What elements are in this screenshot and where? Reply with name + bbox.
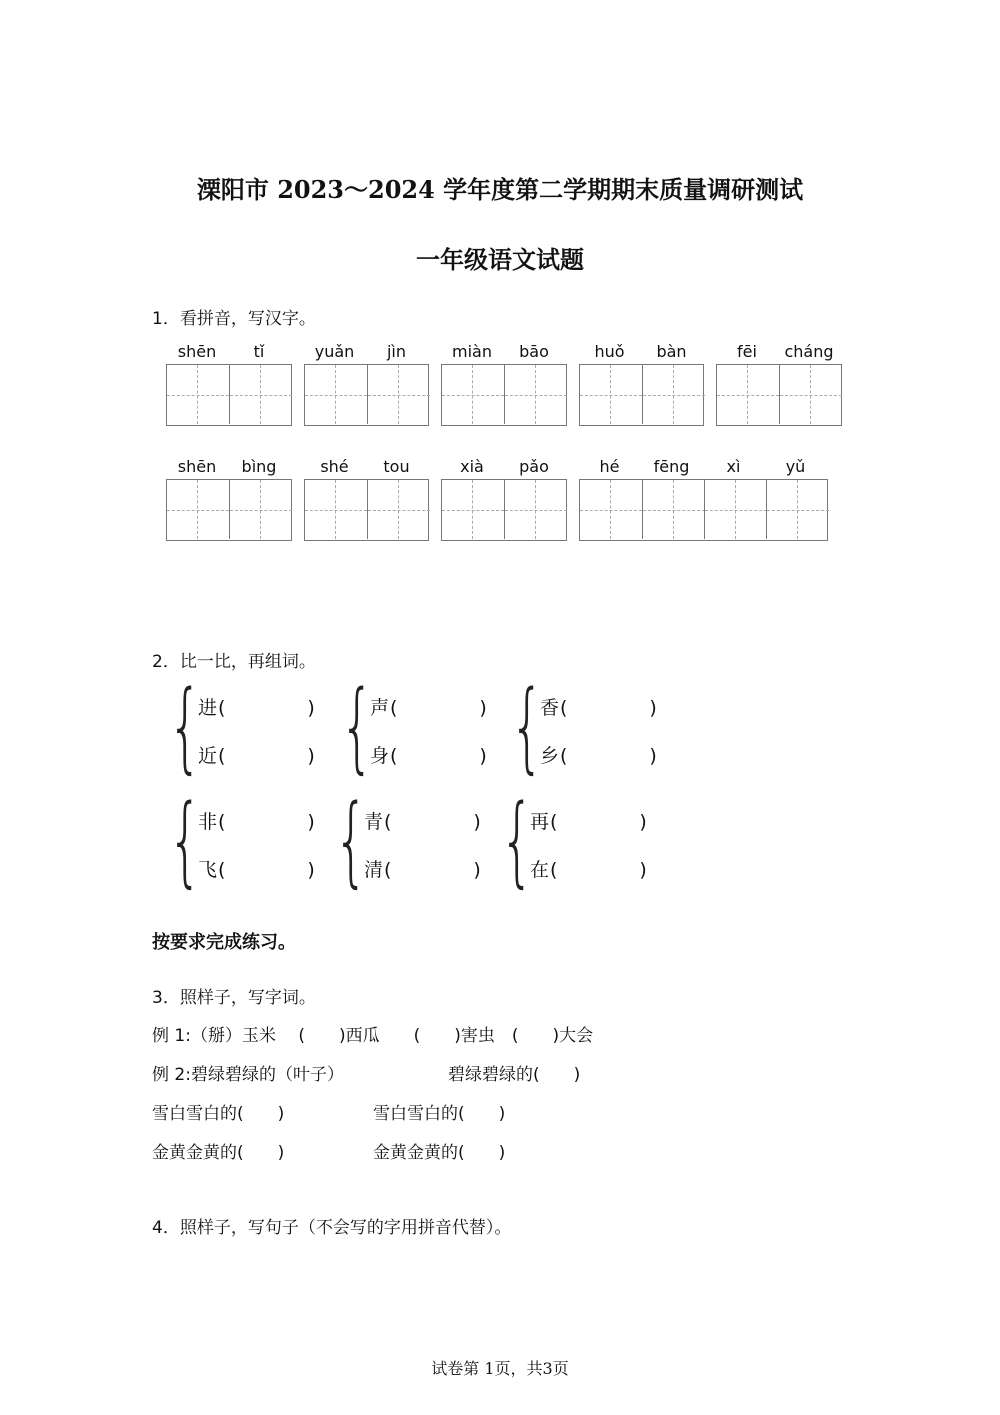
paren-close: ) [479,745,487,767]
paren-open: ( [390,745,398,767]
writing-cell[interactable] [367,480,430,539]
compare-pair [334,784,494,898]
paren-close: ) [307,697,315,719]
exam-subtitle: 一年级语文试题 [416,245,584,274]
writing-cell[interactable] [580,365,642,424]
writing-cell[interactable] [167,365,229,424]
paren-close: ) [307,745,315,767]
pinyin-label: shēn [177,457,217,476]
compare-line [198,855,315,882]
compare-pair [500,784,660,898]
compare-char: 近 [198,745,218,767]
compare-char: 清 [364,859,384,881]
question-3-prompt: 3．照样子，写字词。 [152,988,316,1008]
writing-cell[interactable] [229,365,292,424]
pinyin-label: xià [460,457,484,476]
writing-grid[interactable] [304,364,430,426]
brace-icon: { [168,670,203,784]
pinyin-label: cháng [784,342,834,361]
compare-line [198,741,315,768]
pinyin-label: jìn [386,342,407,361]
section-heading: 按要求完成练习。 [152,932,296,953]
writing-cell[interactable] [717,365,779,424]
compare-line [370,693,487,720]
compare-line [198,807,315,834]
brace-icon: { [334,784,369,898]
writing-cell[interactable] [305,365,367,424]
writing-grid[interactable] [441,479,567,541]
pinyin-label: miàn [452,342,492,361]
compare-char: 声 [370,697,390,719]
compare-pair [510,670,670,784]
compare-char: 进 [198,697,218,719]
example-2-left: 例 2:碧绿碧绿的（叶子） [152,1065,344,1085]
writing-grid[interactable] [441,364,567,426]
paren-close: ) [639,859,647,881]
compare-line [364,807,481,834]
writing-cell[interactable] [580,480,642,539]
question-4-prompt: 4．照样子，写句子（不会写的字用拼音代替）。 [152,1218,512,1238]
writing-cell[interactable] [167,480,229,539]
compare-line [364,855,481,882]
pinyin-label: tǐ [253,342,265,361]
question-2-prompt: 2．比一比，再组词。 [152,652,316,672]
pinyin-label: bìng [241,457,277,476]
pinyin-label: bāo [519,342,549,361]
exercise-row-2-left: 金黄金黄的( ) [152,1143,285,1163]
pinyin-label: hé [599,457,620,476]
pinyin-label: xì [726,457,741,476]
paren-open: ( [384,859,392,881]
exam-title: 溧阳市 2023～2024 学年度第二学期期末质量调研测试 [196,175,804,204]
pinyin-label: fēi [737,342,757,361]
compare-line [198,693,315,720]
writing-cell[interactable] [367,365,430,424]
paren-close: ) [473,859,481,881]
compare-line [530,807,647,834]
writing-grid[interactable] [716,364,842,426]
paren-open: ( [550,811,558,833]
exercise-row-1-left: 雪白雪白的( ) [152,1104,285,1124]
brace-icon: { [500,784,535,898]
compare-char: 飞 [198,859,218,881]
paren-open: ( [384,811,392,833]
writing-cell[interactable] [442,365,504,424]
pinyin-label: shé [320,457,349,476]
paren-close: ) [479,697,487,719]
writing-cell[interactable] [766,480,829,539]
exercise-row-2-right: 金黄金黄的( ) [373,1143,506,1163]
writing-grid[interactable] [166,364,292,426]
paren-close: ) [649,697,657,719]
compare-line [540,693,657,720]
paren-open: ( [218,697,226,719]
compare-char: 再 [530,811,550,833]
writing-cell[interactable] [704,480,767,539]
paren-open: ( [218,811,226,833]
paren-close: ) [639,811,647,833]
writing-cell[interactable] [504,480,567,539]
pinyin-label: shēn [177,342,217,361]
example-2-right: 碧绿碧绿的( ) [448,1065,581,1085]
pinyin-label: huǒ [594,342,625,361]
pinyin-label: yuǎn [314,342,355,361]
writing-cell[interactable] [642,365,705,424]
compare-line [530,855,647,882]
pinyin-label: pǎo [519,457,549,476]
brace-icon: { [168,784,203,898]
paren-open: ( [560,697,568,719]
pinyin-label: fēng [653,457,690,476]
example-1: 例 1:（掰）玉米 ( )西瓜 ( )害虫 ( )大会 [152,1026,594,1046]
paren-close: ) [307,811,315,833]
paren-open: ( [390,697,398,719]
writing-cell[interactable] [442,480,504,539]
compare-line [540,741,657,768]
paren-close: ) [307,859,315,881]
brace-icon: { [340,670,375,784]
compare-line [370,741,487,768]
paren-open: ( [560,745,568,767]
brace-icon: { [510,670,545,784]
writing-grid[interactable] [304,479,430,541]
compare-char: 香 [540,697,560,719]
compare-pair [168,670,328,784]
compare-pair [168,784,328,898]
compare-char: 乡 [540,745,560,767]
page-footer: 试卷第 1页，共3页 [431,1359,569,1378]
writing-cell[interactable] [504,365,567,424]
exercise-row-1-right: 雪白雪白的( ) [373,1104,506,1124]
paren-close: ) [649,745,657,767]
paren-open: ( [550,859,558,881]
writing-cell[interactable] [642,480,705,539]
writing-cell[interactable] [305,480,367,539]
compare-char: 非 [198,811,218,833]
compare-pair [340,670,500,784]
writing-grid[interactable] [166,479,292,541]
compare-char: 在 [530,859,550,881]
pinyin-label: yǔ [785,457,806,476]
paren-open: ( [218,859,226,881]
writing-grid[interactable] [579,364,705,426]
paren-close: ) [473,811,481,833]
writing-cell[interactable] [229,480,292,539]
paren-open: ( [218,745,226,767]
compare-char: 青 [364,811,384,833]
pinyin-label: bàn [656,342,687,361]
question-1-prompt: 1．看拼音，写汉字。 [152,309,316,329]
compare-char: 身 [370,745,390,767]
writing-cell[interactable] [779,365,842,424]
pinyin-label: tou [383,457,410,476]
writing-grid[interactable] [579,479,829,541]
